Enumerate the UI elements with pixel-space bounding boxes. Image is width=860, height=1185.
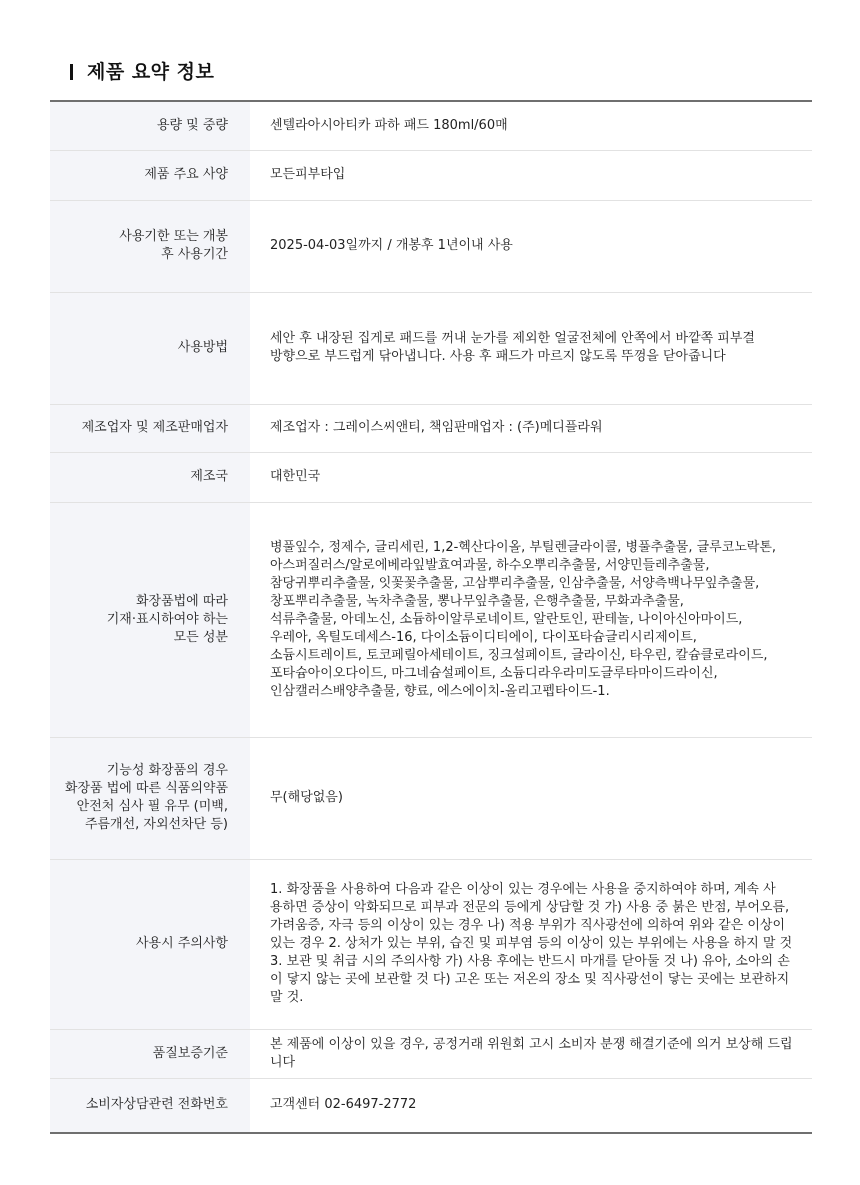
row-label: 제품 주요 사양	[50, 150, 250, 200]
table-row	[50, 1029, 812, 1078]
table-row	[50, 404, 812, 452]
row-value: 2025-04-03일까지 / 개봉후 1년이내 사용	[250, 200, 812, 292]
section-title	[70, 57, 214, 84]
title-bar-icon	[70, 64, 73, 80]
row-label: 기능성 화장품의 경우 화장품 법에 따른 식품의약품 안전처 심사 필 유무 (미백, 주름개선, 자외선차단 등)	[50, 737, 250, 859]
table-row	[50, 292, 812, 404]
section-title-text: 제품 요약 정보	[87, 61, 215, 83]
row-label: 제조국	[50, 452, 250, 502]
table-row	[50, 200, 812, 292]
row-value: 고객센터 02-6497-2772	[270, 1097, 417, 1113]
row-label: 제조업자 및 제조판매업자	[50, 404, 250, 452]
row-label: 사용방법	[50, 292, 250, 404]
row-label: 화장품법에 따라 기재·표시하여야 하는 모든 성분	[50, 502, 250, 737]
table-row	[50, 452, 812, 502]
product-info-table	[50, 100, 812, 1134]
row-value: 대한민국	[250, 452, 812, 502]
row-value: 1. 화장품을 사용하여 다음과 같은 이상이 있는 경우에는 사용을 중지하여야 하며, 계속 사 용하면 증상이 악화되므로 피부과 전문의 등에게 상담할 것 가) 사용 중 붉은 반점, 부어오름, 가려움증, 자극 등의 이상이 있는 경우 나) 적용 부위가 직사광선에 의하여 위와 같은 이상이 있는 경우 2. 상처가 있는 부위, 습진 및 피부염 등의 이상이 있는 부위에는 사용을 하지 말 것 3. 보관 및 취급 시의 주의사항 가) 사용 후에는 반드시 마개를 닫아둘 것 나) 유아, 소아의 손 이 닿지 않는 곳에 보관할 것 다) 고온 또는 저온의 장소 및 직사광선이 닿는 곳에는 보관하지 말 것.	[250, 859, 812, 1029]
row-value: 모든피부타입	[250, 150, 812, 200]
table-row	[50, 859, 812, 1029]
row-value: 세안 후 내장된 집게로 패드를 꺼내 눈가를 제외한 얼굴전체에 안쪽에서 바깥쪽 피부결 방향으로 부드럽게 닦아냅니다. 사용 후 패드가 마르지 않도록 뚜껑을 닫아줍니다	[250, 292, 812, 404]
table-row	[50, 101, 812, 150]
row-label: 사용기한 또는 개봉 후 사용기간	[50, 200, 250, 292]
table-row	[50, 737, 812, 859]
table-row	[50, 1078, 812, 1133]
row-value: 본 제품에 이상이 있을 경우, 공정거래 위원회 고시 소비자 분쟁 해결기준에 의거 보상해 드립니다	[250, 1029, 812, 1078]
row-label: 용량 및 중량	[50, 101, 250, 150]
row-label: 소비자상담관련 전화번호	[50, 1078, 250, 1133]
row-value: 병풀잎수, 정제수, 글리세린, 1,2-헥산다이올, 부틸렌글라이콜, 병풀추출물, 글루코노락톤, 아스퍼질러스/알로에베라잎발효여과물, 하수오뿌리추출물, 서양민들레추출물, 참당귀뿌리추출물, 잇꽃꽃추출물, 고삼뿌리추출물, 인삼추출물, 서양측백나무잎추출물, 창포뿌리추출물, 녹차추출물, 뽕나무잎추출물, 은행추출물, 무화과추출물, 석류추출물, 아데노신, 소듐하이알루로네이트, 알란토인, 판테놀, 나이아신아마이드, 우레아, 옥틸도데세스-16, 다이소듐이디티에이, 다이포타슘글리시리제이트, 소듐시트레이트, 토코페릴아세테이트, 징크설페이트, 글라이신, 타우린, 칼슘클로라이드, 포타슘아이오다이드, 마그네슘설페이트, 소듐디라우라미도글루타마이드라이신, 인삼캘러스배양추출물, 향료, 에스에이치-올리고펩타이드-1.	[250, 502, 812, 737]
table-row	[50, 150, 812, 200]
row-value: 제조업자 : 그레이스씨앤티, 책임판매업자 : (주)메디플라워	[250, 404, 812, 452]
row-value: 센텔라아시아티카 파하 패드 180ml/60매	[250, 101, 812, 150]
row-label: 품질보증기준	[50, 1029, 250, 1078]
row-label: 사용시 주의사항	[50, 859, 250, 1029]
table-row	[50, 502, 812, 737]
row-value: 무(해당없음)	[250, 737, 812, 859]
